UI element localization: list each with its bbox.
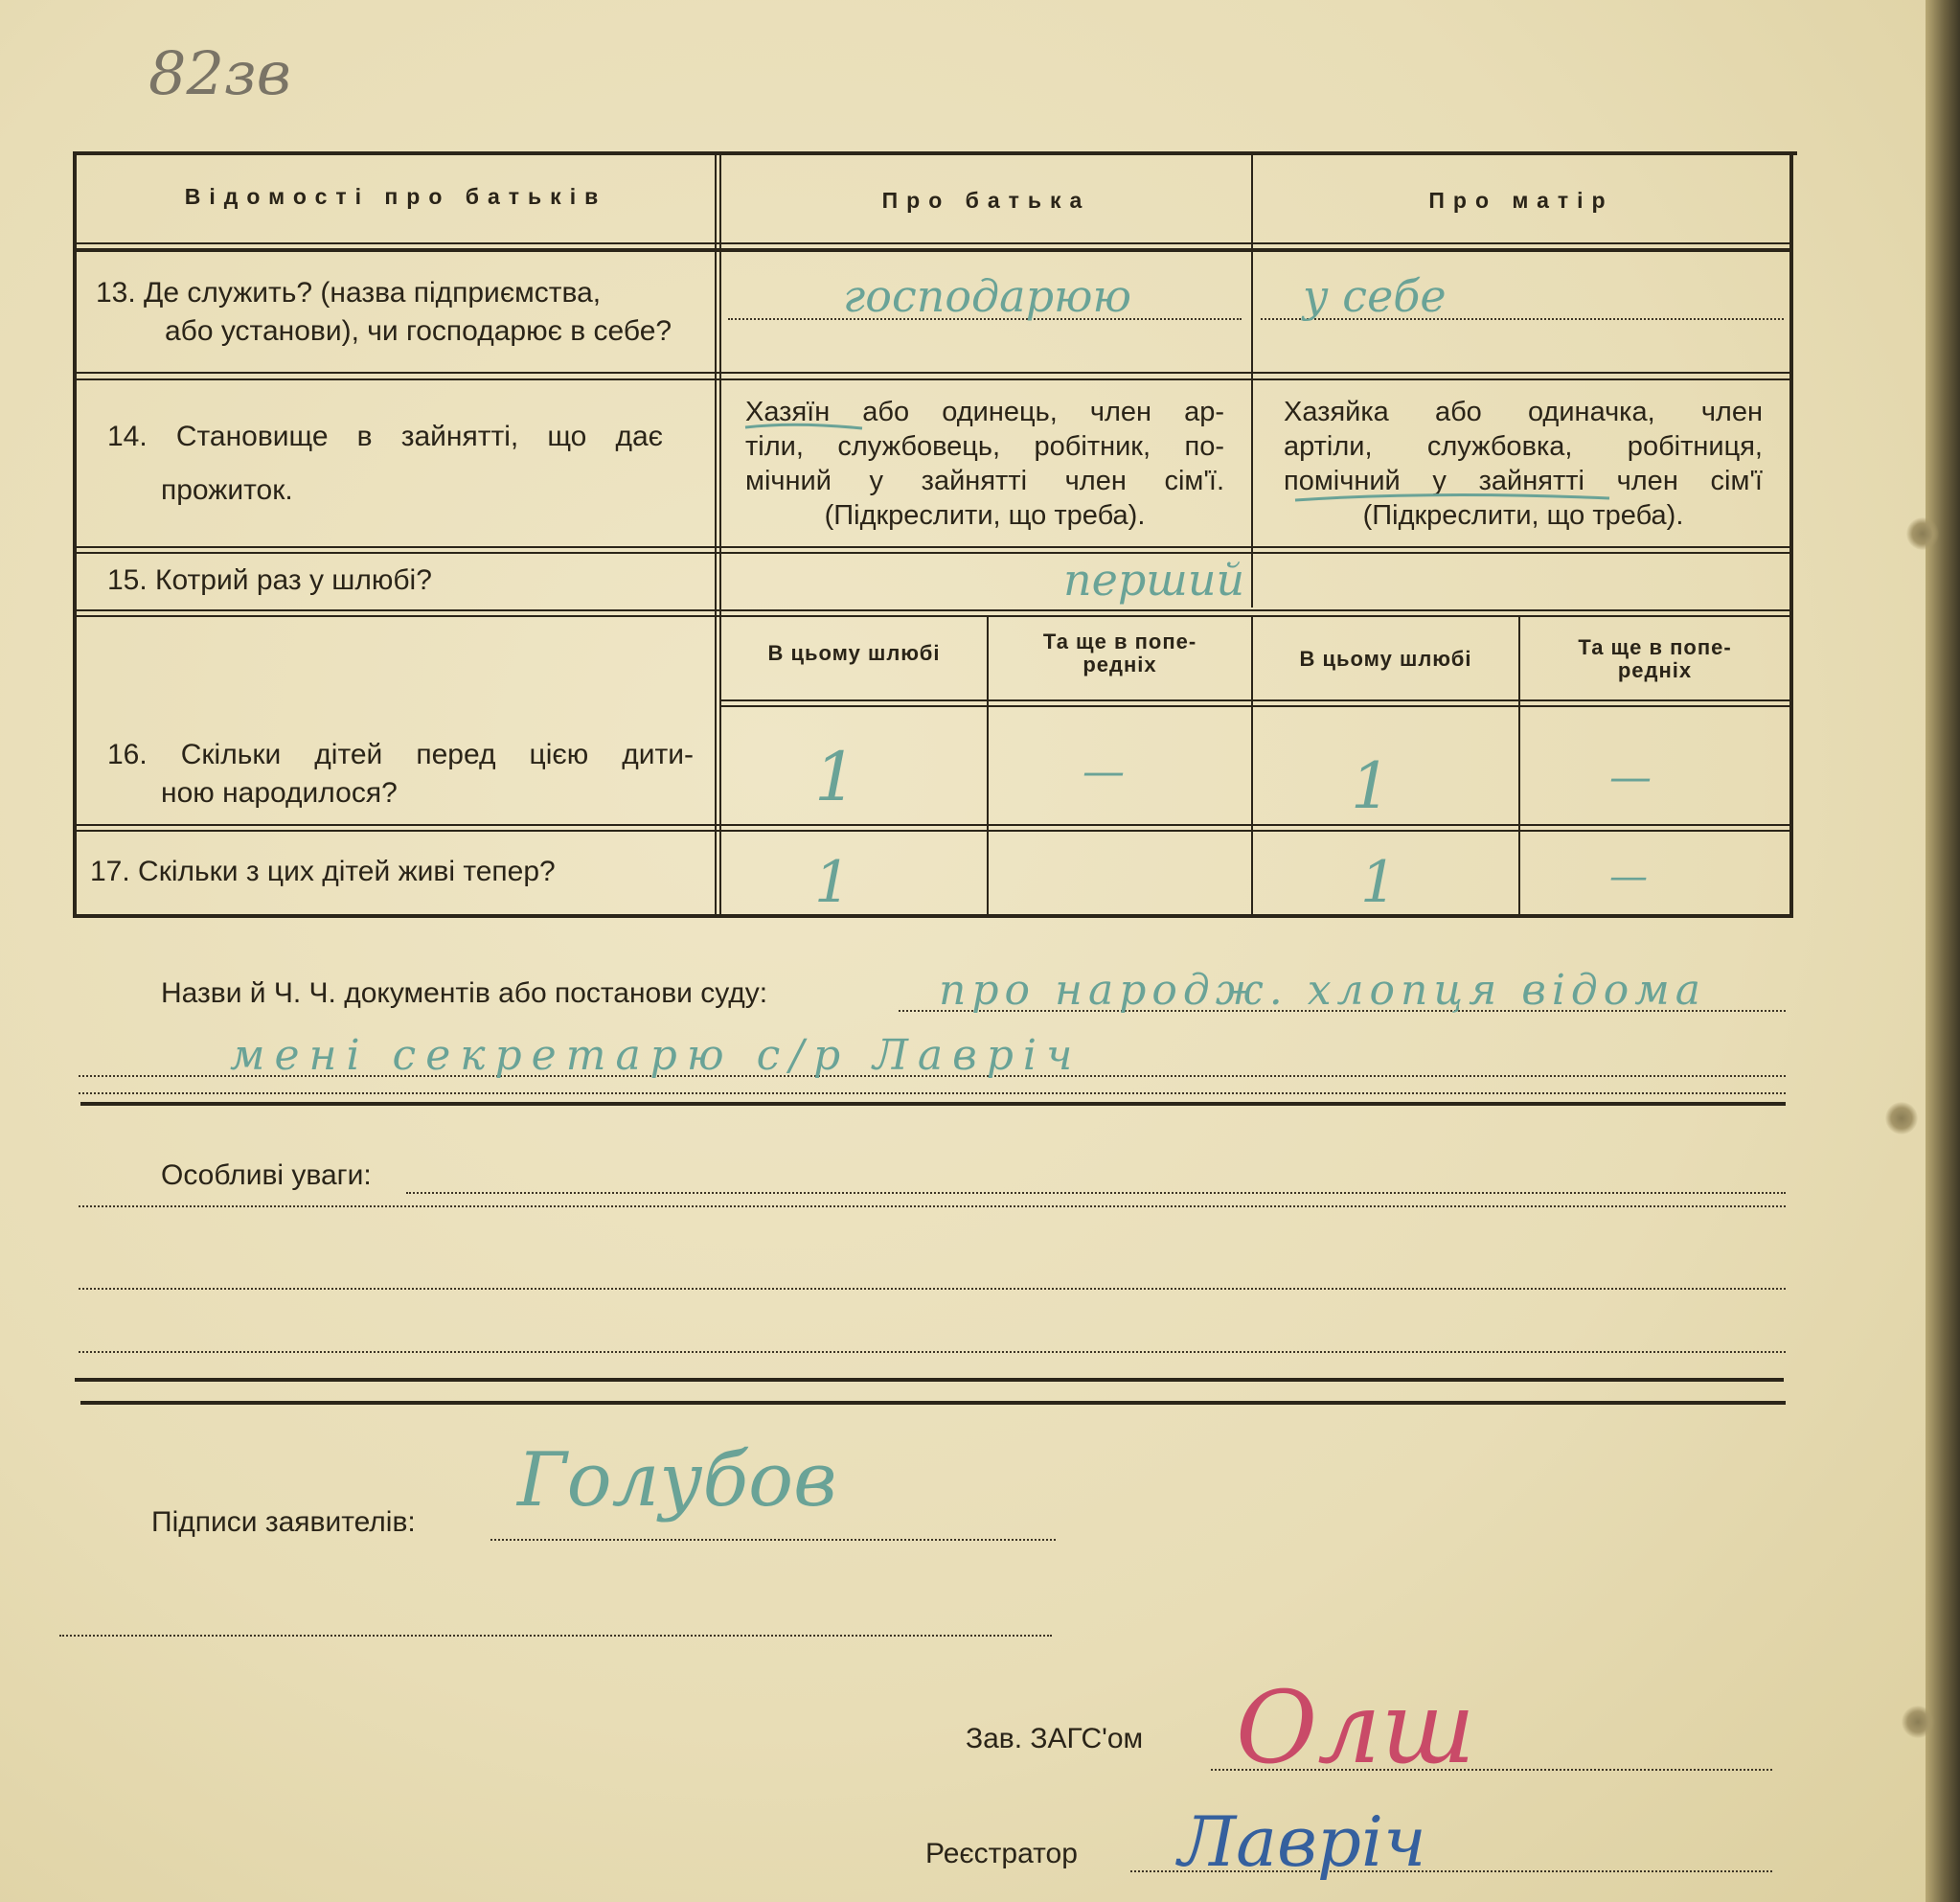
subheader-father-previous: Та ще в попе-редніх: [1042, 630, 1197, 676]
row16-mother-this: 1: [1351, 749, 1391, 823]
row13-question: 13. Де служить? (назва підприємства, або установи), чи господарює в себе?: [96, 277, 672, 347]
row17-father-this: 1: [814, 849, 852, 916]
subheader-mother-previous: Та ще в попе-редніх: [1578, 635, 1732, 682]
row17-mother-previous: —: [1609, 855, 1648, 899]
row15-question: 15. Котрий раз у шлюбі?: [107, 564, 432, 596]
row13-father-answer: господарюю: [843, 270, 1132, 322]
row13-mother-answer: у себе: [1303, 270, 1447, 322]
row14-mother-options: Хазяйка або одиначка, член артіли, службовка, робітниця, помічний у зайнятті член сім'ї (Підкреслити, що треба).: [1284, 397, 1763, 531]
row16-father-previous: —: [1083, 747, 1125, 796]
documents-value-line1: про народж. хлопця відома: [939, 966, 1706, 1015]
page-number: 82зв: [148, 38, 291, 108]
header-parents-info: Відомості про батьків: [184, 184, 607, 209]
header-mother: Про матір: [1428, 188, 1614, 213]
subheader-mother-this-marriage: В цьому шлюбі: [1299, 647, 1472, 671]
registrar-label: Реєстратор: [925, 1838, 1078, 1869]
applicants-signature: Голубов: [517, 1437, 837, 1524]
applicants-signature-label: Підписи заявителів:: [151, 1506, 416, 1538]
documents-value-line2: мені секретарю с/р Лавріч: [230, 1031, 1083, 1080]
row14-question: 14. Становище в зайнятті, що дає прожиток.: [107, 421, 663, 506]
documents-label: Назви й Ч. Ч. документів або постанови суду:: [161, 977, 768, 1009]
row14-father-options: Хазяїн або одинець, член ар- тіли, службовець, робітник, по- мічний у зайнятті член сім'ї. (Підкреслити, що треба).: [745, 397, 1224, 531]
row16-father-this: 1: [814, 738, 857, 816]
zags-head-label: Зав. ЗАГС'ом: [966, 1723, 1144, 1754]
subheader-father-this-marriage: В цьому шлюбі: [767, 641, 941, 665]
row16-mother-previous: —: [1609, 753, 1652, 802]
row15-answer: перший: [1063, 554, 1245, 606]
header-father: Про батька: [881, 188, 1091, 213]
row16-question: 16. Скільки дітей перед цією дити- ною народилося?: [107, 739, 694, 809]
registrar-signature: Лавріч: [1178, 1801, 1426, 1882]
row17-question: 17. Скільки з цих дітей живі тепер?: [90, 856, 556, 887]
row17-mother-this: 1: [1360, 849, 1398, 916]
remarks-label: Особливі уваги:: [161, 1159, 372, 1191]
zags-head-signature: Олш: [1236, 1669, 1475, 1786]
